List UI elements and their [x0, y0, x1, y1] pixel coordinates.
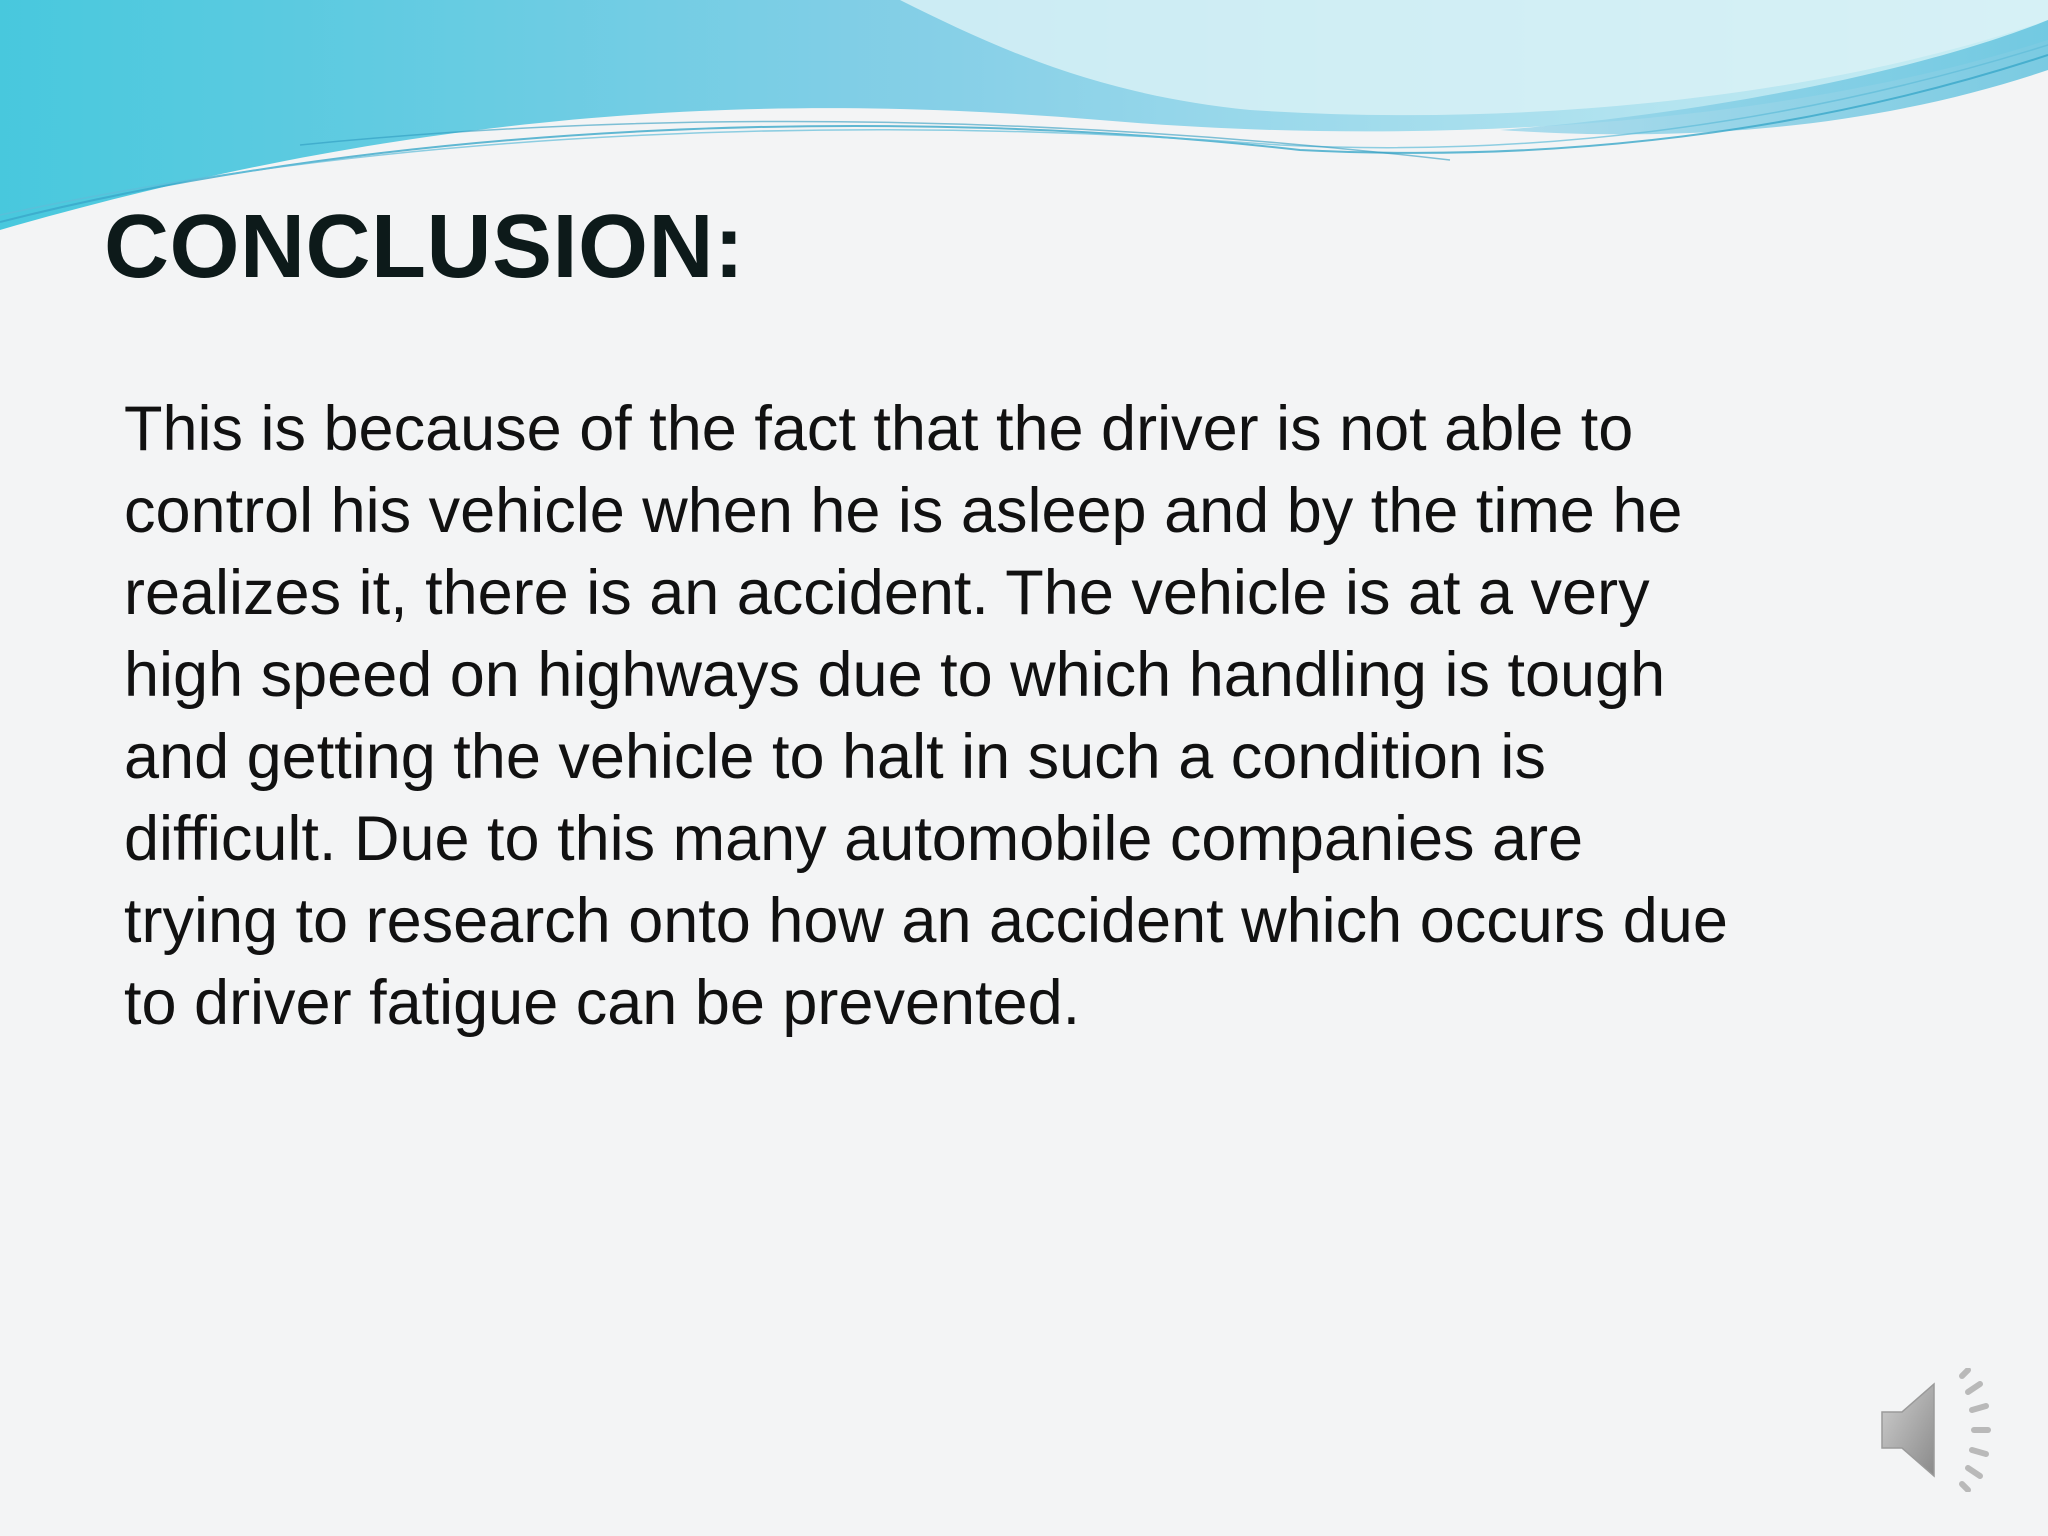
body-line: control his vehicle when he is asleep and by the time he	[124, 476, 1683, 546]
speaker-icon[interactable]	[1876, 1368, 1996, 1492]
body-line: trying to research onto how an accident which occurs due	[124, 886, 1728, 956]
body-line: realizes it, there is an accident. The vehicle is at a very	[124, 558, 1650, 628]
slide-body-text	[124, 388, 1924, 1044]
body-line: to driver fatigue can be prevented.	[124, 968, 1081, 1038]
body-line: high speed on highways due to which handling is tough	[124, 640, 1666, 710]
body-line: difficult. Due to this many automobile companies are	[124, 804, 1584, 874]
slide-title: CONCLUSION:	[104, 197, 745, 297]
body-line: and getting the vehicle to halt in such a condition is	[124, 722, 1546, 792]
body-line: This is because of the fact that the driver is not able to	[124, 394, 1634, 464]
